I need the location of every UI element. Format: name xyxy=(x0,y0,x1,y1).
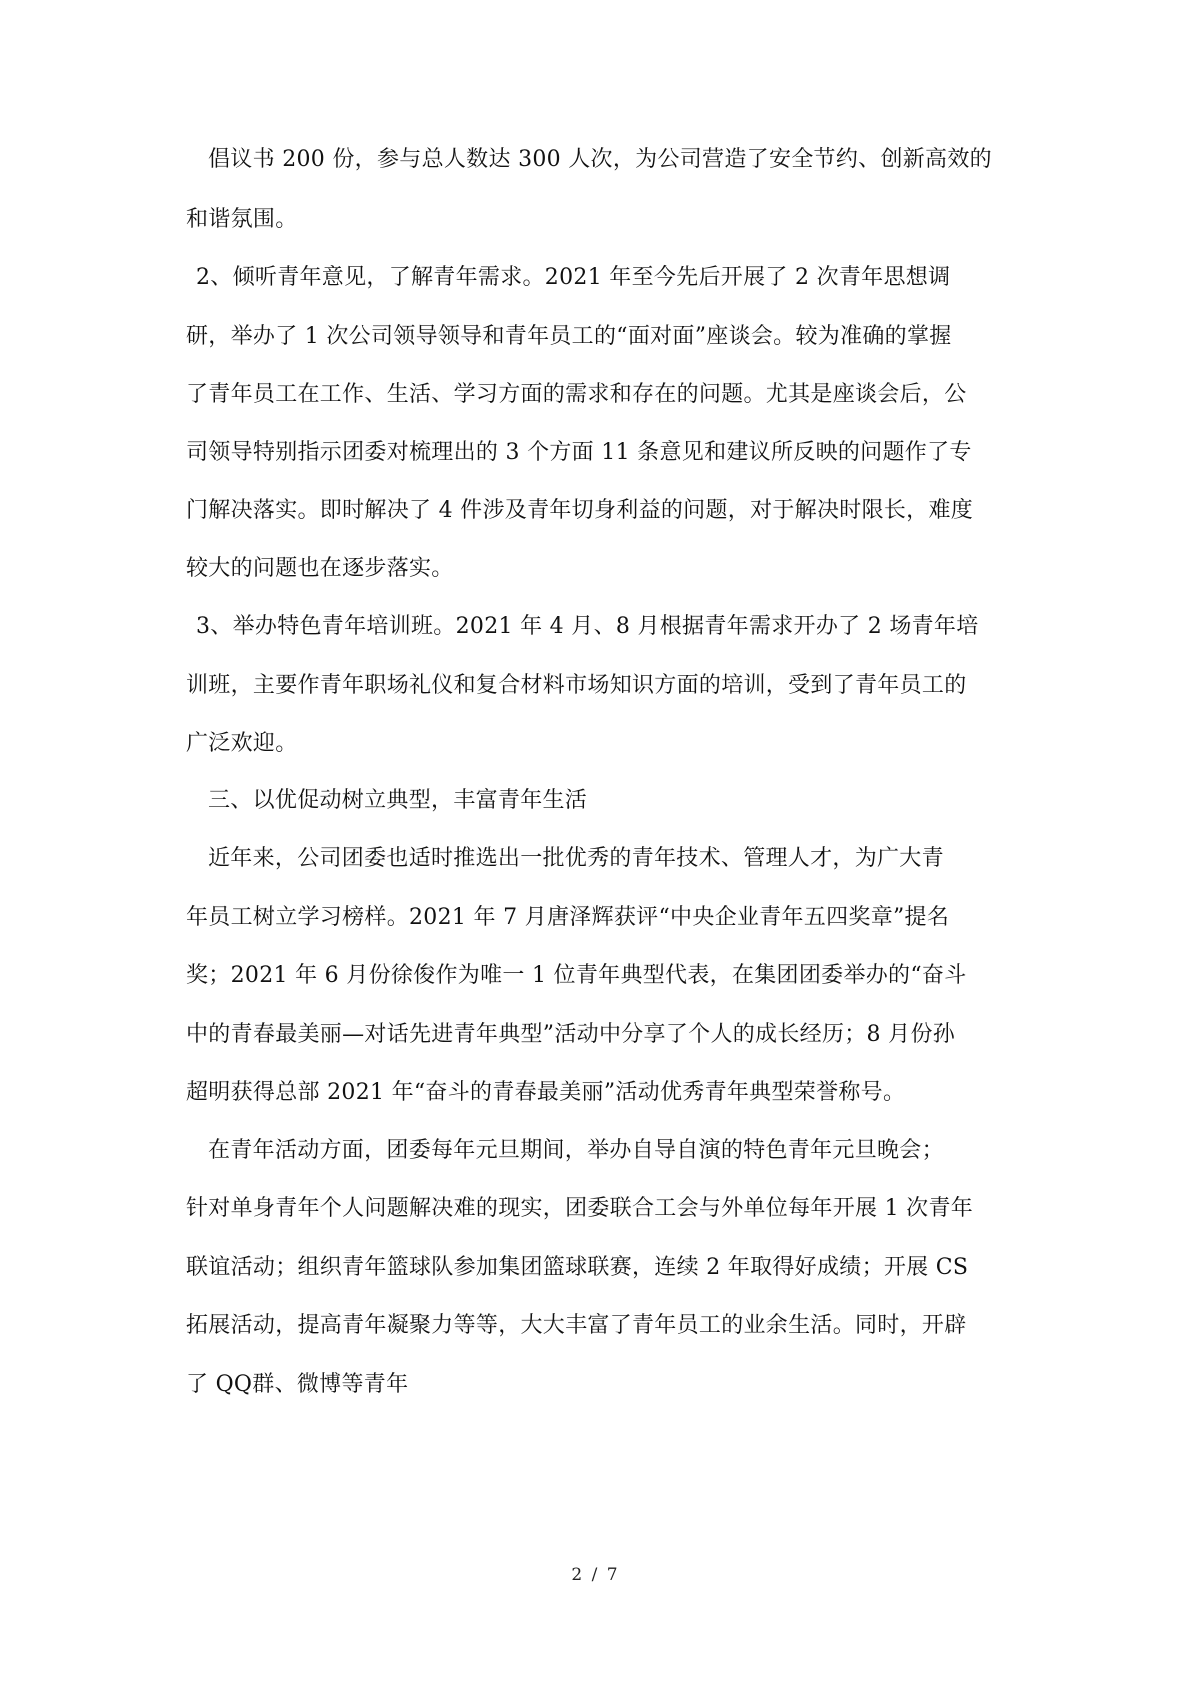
paragraph-line: 联谊活动；组织青年篮球队参加集团篮球联赛，连续 2 年取得好成绩；开展 CS xyxy=(186,1255,969,1280)
paragraph-line: 倡议书 200 份，参与总人数达 300 人次，为公司营造了安全节约、创新高效的 xyxy=(208,147,992,172)
paragraph-line: 近年来，公司团委也适时推选出一批优秀的青年技术、管理人才，为广大青 xyxy=(208,846,944,871)
paragraph-line: 门解决落实。即时解决了 4 件涉及青年切身利益的问题，对于解决时限长，难度 xyxy=(186,498,974,523)
paragraph-line: 奖；2021 年 6 月份徐俊作为唯一 1 位青年典型代表，在集团团委举办的“奋斗 xyxy=(186,963,967,988)
paragraph-line: 和谐氛围。 xyxy=(186,207,298,232)
paragraph-line: 年员工树立学习榜样。2021 年 7 月唐泽辉获评“中央企业青年五四奖章”提名 xyxy=(186,905,950,930)
paragraph-line: 超明获得总部 2021 年“奋斗的青春最美丽”活动优秀青年典型荣誉称号。 xyxy=(186,1080,906,1105)
paragraph-line: 针对单身青年个人问题解决难的现实，团委联合工会与外单位每年开展 1 次青年 xyxy=(186,1196,974,1221)
section-heading: 三、以优促动树立典型，丰富青年生活 xyxy=(208,788,588,813)
paragraph-line: 训班，主要作青年职场礼仪和复合材料市场知识方面的培训，受到了青年员工的 xyxy=(186,673,967,698)
paragraph-line: 拓展活动，提高青年凝聚力等等，大大丰富了青年员工的业余生活。同时，开辟 xyxy=(186,1313,967,1338)
paragraph-line: 较大的问题也在逐步落实。 xyxy=(186,556,454,581)
paragraph-line: 在青年活动方面，团委每年元旦期间，举办自导自演的特色青年元旦晚会； xyxy=(208,1138,944,1163)
paragraph-line: 中的青春最美丽—对话先进青年典型”活动中分享了个人的成长经历；8 月份孙 xyxy=(186,1022,956,1047)
paragraph-line: 3、举办特色青年培训班。2021 年 4 月、8 月根据青年需求开办了 2 场青年培 xyxy=(196,614,979,639)
page-number: 2 / 7 xyxy=(571,1565,620,1585)
paragraph-line: 2、倾听青年意见，了解青年需求。2021 年至今先后开展了 2 次青年思想调 xyxy=(196,265,951,290)
paragraph-line: 司领导特别指示团委对梳理出的 3 个方面 11 条意见和建议所反映的问题作了专 xyxy=(186,440,972,465)
paragraph-line: 研，举办了 1 次公司领导领导和青年员工的“面对面”座谈会。较为准确的掌握 xyxy=(186,324,952,349)
paragraph-line: 了青年员工在工作、生活、学习方面的需求和存在的问题。尤其是座谈会后，公 xyxy=(186,382,967,407)
paragraph-line: 广泛欢迎。 xyxy=(186,731,298,756)
paragraph-line: 了 QQ群、微博等青年 xyxy=(186,1372,409,1397)
